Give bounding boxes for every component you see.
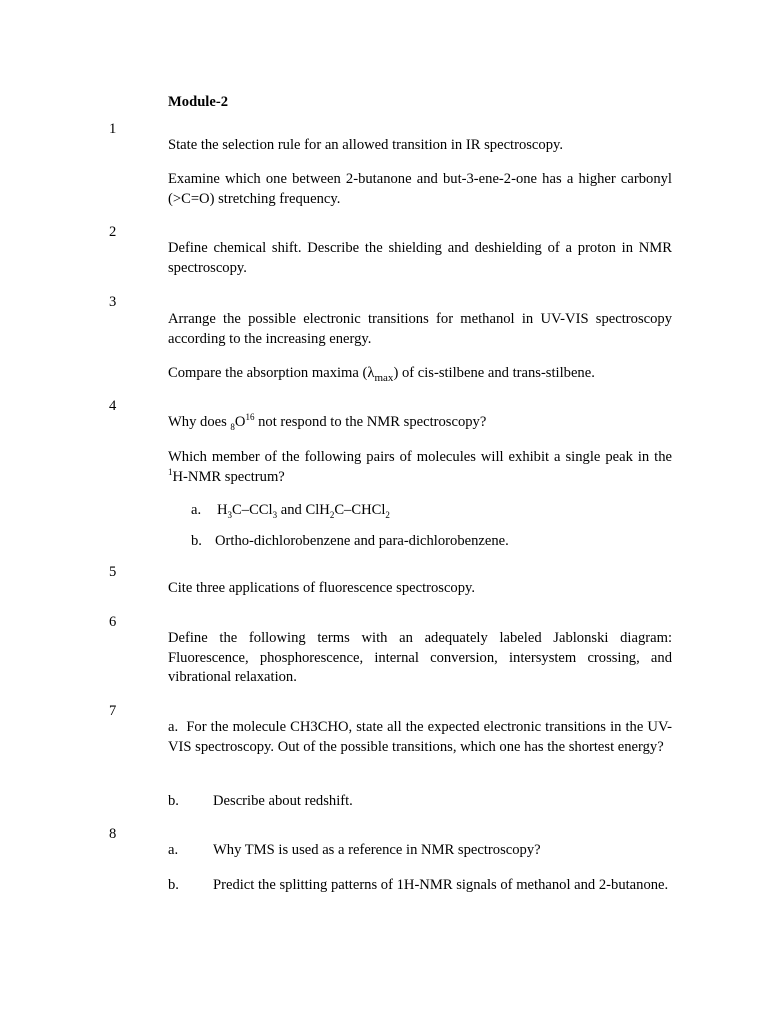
question-number-2: 2 xyxy=(109,224,117,240)
question-number-4: 4 xyxy=(109,398,117,414)
question-number-7: 7 xyxy=(109,703,117,719)
question-number-8: 8 xyxy=(109,826,117,842)
question-5-part-1: Cite three applications of fluorescence spectroscopy. xyxy=(168,580,476,596)
question-1-part-1: State the selection rule for an allowed transition in IR spectroscopy. xyxy=(168,137,563,153)
question-4-part-2: Which member of the following pairs of molecules will exhibit a single peak in the $^1$H-NMR spectrum? xyxy=(168,449,672,485)
question-1-part-2: Examine which one between 2-butanone and but-3-ene-2-one has a higher carbonyl (>C=O) stretching frequency. xyxy=(168,171,672,207)
question-number-1: 1 xyxy=(109,121,117,137)
question-number-3: 3 xyxy=(109,294,117,310)
question-4-option-a: a. $H_3C-CCl_3$ and ClH$_2$C–CHCl$_2$ xyxy=(191,502,390,520)
question-2-part-1: Define chemical shift. Describe the shielding and deshielding of a proton in NMR spectroscopy. xyxy=(168,240,672,276)
question-7-part-b: b. Describe about redshift. xyxy=(168,793,353,809)
question-8-part-b: b. Predict the splitting patterns of 1H-NMR signals of methanol and 2-butanone. xyxy=(168,877,669,893)
question-number-5: 5 xyxy=(109,564,117,580)
question-8-part-a: a. Why TMS is used as a reference in NMR spectroscopy? xyxy=(168,842,541,858)
question-4-option-b: b. Ortho-dichlorobenzene and para-dichlorobenzene. xyxy=(191,533,509,549)
module-title: Module-2 xyxy=(168,94,228,110)
question-6-part-1: Define the following terms with an adequately labeled Jablonski diagram: Fluorescence, phosphorescence, internal conversion, intersystem crossing, and vibrational relaxation. xyxy=(168,630,672,685)
question-7-part-a: a. For the molecule CH3CHO, state all the expected electronic transitions in the UV-VIS spectroscopy. Out of the possible transitions, which one has the shortest energy? xyxy=(168,719,673,755)
question-number-6: 6 xyxy=(109,614,117,630)
question-4-part-1: Why does $_8O^{16}$ not respond to the NMR spectroscopy? xyxy=(168,412,487,432)
question-3-part-2: Compare the absorption maxima $(\lambda_{max})$ of cis-stilbene and trans-stilbene. xyxy=(168,365,595,384)
question-3-part-1: Arrange the possible electronic transitions for methanol in UV-VIS spectroscopy according to the increasing energy. xyxy=(168,311,672,347)
